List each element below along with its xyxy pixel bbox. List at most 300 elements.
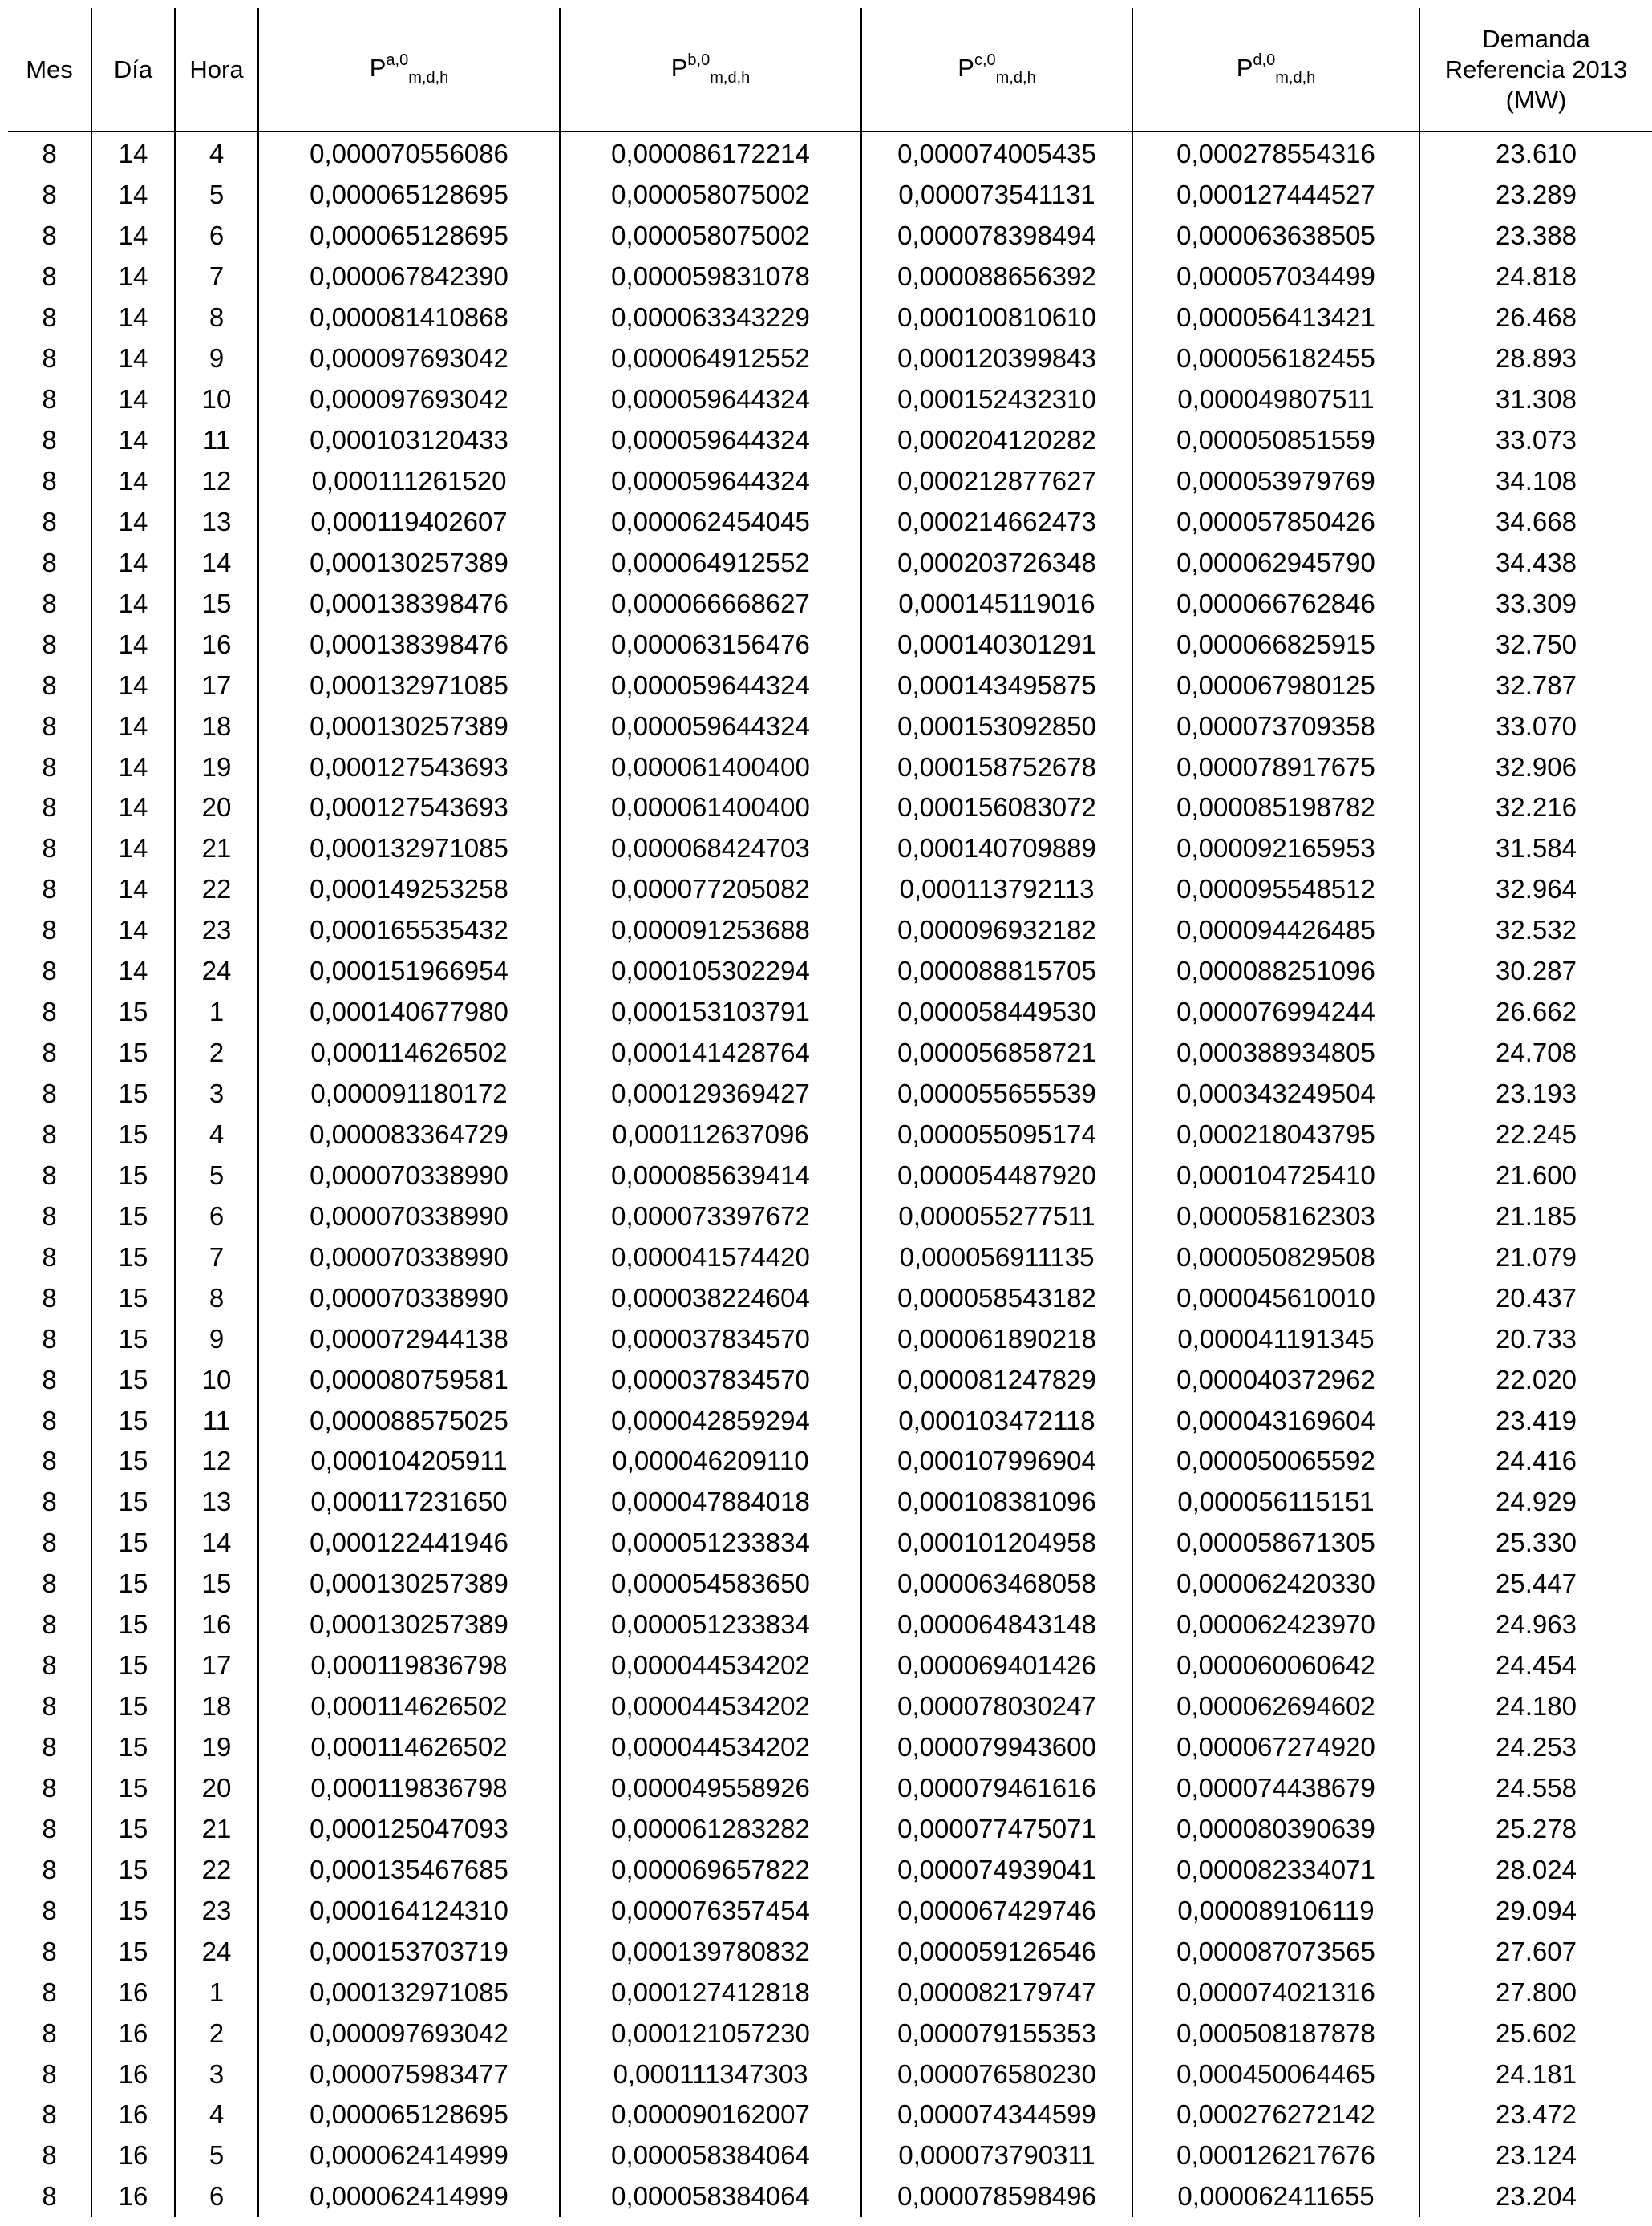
cell-demanda: 26.468 [1419,297,1652,338]
cell-mes: 8 [42,139,57,169]
cell-hora: 18 [175,706,258,747]
cell-mes: 8 [42,1119,57,1149]
table-row [8,461,1652,502]
header-row [8,8,1652,132]
cell-demanda: 25.602 [1419,2013,1652,2054]
table-row [8,1359,1652,1400]
cell-pc: 0,000078030247 [861,1686,1132,1727]
cell-pa: 0,000135467685 [258,1849,560,1890]
cell-pb: 0,000037834570 [560,1318,861,1359]
pa-superscript: a,0 [386,51,409,69]
cell-pd: 0,000089106119 [1132,1890,1419,1931]
cell-demanda: 34.108 [1419,461,1652,502]
header-pa [258,8,560,132]
cell-pc: 0,000140301291 [861,624,1132,665]
cell-mes: 8 [42,506,57,536]
cell-pb: 0,000061400400 [560,787,861,828]
cell-demanda: 24.416 [1419,1441,1652,1482]
cell-pb: 0,000085639414 [560,1155,861,1196]
cell-mes: 8 [42,874,57,905]
cell-mes: 8 [42,710,57,741]
cell-hora: 3 [175,1074,258,1115]
table-row [8,1155,1652,1196]
table-row [8,1523,1652,1564]
pc-base: P [958,53,974,82]
cell-mes: 8 [42,629,57,659]
cell-hora: 6 [175,1196,258,1236]
cell-pd: 0,000450064465 [1132,2054,1419,2094]
cell-pd: 0,000388934805 [1132,1033,1419,1074]
pd-base: P [1236,53,1253,82]
table-row [8,379,1652,420]
cell-dia: 14 [91,624,175,665]
cell-pa: 0,000114626502 [258,1686,560,1727]
table-row [8,1033,1652,1074]
cell-pa: 0,000138398476 [258,624,560,665]
cell-pa: 0,000138398476 [258,583,560,624]
cell-dia: 14 [91,665,175,706]
cell-pb: 0,000064912552 [560,338,861,379]
cell-hora: 6 [175,216,258,257]
cell-dia: 15 [91,1645,175,1686]
cell-hora: 22 [175,1849,258,1890]
cell-mes: 8 [42,2018,57,2048]
cell-pc: 0,000055277511 [861,1196,1132,1236]
cell-dia: 14 [91,706,175,747]
cell-demanda: 25.278 [1419,1808,1652,1849]
cell-mes: 8 [42,2099,57,2130]
cell-pd: 0,000343249504 [1132,1074,1419,1115]
cell-pa: 0,000097693042 [258,379,560,420]
cell-dia: 15 [91,1196,175,1236]
cell-demanda: 33.073 [1419,420,1652,461]
demanda-line-3: (MW) [1505,85,1567,114]
cell-dia: 16 [91,1972,175,2013]
table-row [8,1931,1652,1972]
cell-demanda: 20.437 [1419,1277,1652,1318]
cell-pb: 0,000066668627 [560,583,861,624]
cell-pd: 0,000041191345 [1132,1318,1419,1359]
cell-demanda: 30.287 [1419,951,1652,992]
cell-mes: 8 [42,588,57,618]
cell-demanda: 23.388 [1419,216,1652,257]
cell-pa: 0,000119836798 [258,1645,560,1686]
table-row [8,910,1652,951]
cell-demanda: 22.020 [1419,1359,1652,1400]
cell-mes: 8 [42,1813,57,1844]
cell-dia: 14 [91,787,175,828]
cell-pc: 0,000082179747 [861,1972,1132,2013]
cell-dia: 14 [91,869,175,910]
table-row [8,1196,1652,1236]
cell-pa: 0,000132971085 [258,665,560,706]
cell-mes: 8 [42,1160,57,1190]
cell-pa: 0,000130257389 [258,1564,560,1605]
cell-pc: 0,000069401426 [861,1645,1132,1686]
cell-pb: 0,000061400400 [560,747,861,787]
cell-hora: 10 [175,379,258,420]
cell-pc: 0,000056858721 [861,1033,1132,1074]
cell-pa: 0,000103120433 [258,420,560,461]
table-row [8,2176,1652,2217]
cell-pa: 0,000080759581 [258,1359,560,1400]
cell-pa: 0,000091180172 [258,1074,560,1115]
cell-mes: 8 [42,261,57,292]
cell-mes: 8 [42,425,57,455]
cell-pc: 0,000079461616 [861,1768,1132,1809]
table-row [8,338,1652,379]
cell-mes: 8 [42,1691,57,1722]
cell-dia: 15 [91,1768,175,1809]
cell-pa: 0,000070338990 [258,1155,560,1196]
cell-pc: 0,000203726348 [861,542,1132,583]
cell-pd: 0,000066762846 [1132,583,1419,624]
cell-dia: 14 [91,379,175,420]
cell-pd: 0,000067274920 [1132,1727,1419,1768]
cell-mes: 8 [42,221,57,251]
cell-pc: 0,000056911135 [861,1236,1132,1277]
cell-pd: 0,000094426485 [1132,910,1419,951]
cell-pb: 0,000038224604 [560,1277,861,1318]
cell-mes: 8 [42,1568,57,1599]
cell-pb: 0,000139780832 [560,1931,861,1972]
cell-hora: 13 [175,1482,258,1523]
cell-pb: 0,000129369427 [560,1074,861,1115]
cell-demanda: 31.584 [1419,828,1652,869]
cell-pc: 0,000096932182 [861,910,1132,951]
cell-pd: 0,000050065592 [1132,1441,1419,1482]
cell-pd: 0,000276272142 [1132,2094,1419,2135]
cell-pc: 0,000153092850 [861,706,1132,747]
cell-demanda: 23.124 [1419,2135,1652,2176]
header-hora: Hora [175,8,258,132]
cell-pb: 0,000042859294 [560,1400,861,1441]
cell-hora: 8 [175,1277,258,1318]
cell-hora: 17 [175,1645,258,1686]
cell-hora: 11 [175,1400,258,1441]
table-row [8,1686,1652,1727]
cell-mes: 8 [42,2058,57,2089]
hourly-coefficients-table [8,8,1652,2217]
cell-pd: 0,000062423970 [1132,1605,1419,1645]
cell-mes: 8 [42,1038,57,1068]
cell-pa: 0,000117231650 [258,1482,560,1523]
cell-pc: 0,000064843148 [861,1605,1132,1645]
cell-mes: 8 [42,670,57,700]
cell-mes: 8 [42,343,57,374]
cell-pa: 0,000164124310 [258,1890,560,1931]
cell-pd: 0,000060060642 [1132,1645,1419,1686]
cell-pa: 0,000065128695 [258,216,560,257]
cell-pc: 0,000158752678 [861,747,1132,787]
cell-demanda: 25.330 [1419,1523,1652,1564]
cell-pa: 0,000125047093 [258,1808,560,1849]
cell-pb: 0,000037834570 [560,1359,861,1400]
cell-demanda: 24.963 [1419,1605,1652,1645]
cell-pc: 0,000204120282 [861,420,1132,461]
cell-pb: 0,000047884018 [560,1482,861,1523]
cell-pa: 0,000132971085 [258,828,560,869]
cell-mes: 8 [42,1977,57,2007]
cell-pd: 0,000056115151 [1132,1482,1419,1523]
cell-pa: 0,000119402607 [258,501,560,542]
table-row [8,869,1652,910]
header-mes: Mes [8,8,91,132]
cell-mes: 8 [42,1487,57,1517]
table-row [8,583,1652,624]
cell-demanda: 24.454 [1419,1645,1652,1686]
cell-dia: 16 [91,2054,175,2094]
cell-pb: 0,000121057230 [560,2013,861,2054]
cell-hora: 21 [175,828,258,869]
cell-mes: 8 [42,384,57,415]
cell-dia: 16 [91,2094,175,2135]
table-row [8,1808,1652,1849]
cell-pc: 0,000074939041 [861,1849,1132,1890]
demanda-line-2: Referencia 2013 [1444,55,1628,83]
cell-hora: 13 [175,501,258,542]
cell-pa: 0,000070556086 [258,132,560,175]
cell-pa: 0,000132971085 [258,1972,560,2013]
cell-pb: 0,000059644324 [560,665,861,706]
cell-pd: 0,000087073565 [1132,1931,1419,1972]
table-row [8,1890,1652,1931]
cell-demanda: 24.558 [1419,1768,1652,1809]
cell-dia: 15 [91,1318,175,1359]
cell-mes: 8 [42,833,57,864]
cell-pc: 0,000067429746 [861,1890,1132,1931]
cell-pa: 0,000067842390 [258,257,560,297]
cell-pd: 0,000067980125 [1132,665,1419,706]
cell-pa: 0,000065128695 [258,175,560,216]
cell-mes: 8 [42,1650,57,1681]
cell-demanda: 23.193 [1419,1074,1652,1115]
cell-pc: 0,000055095174 [861,1115,1132,1155]
cell-pc: 0,000063468058 [861,1564,1132,1605]
table-row [8,1400,1652,1441]
cell-dia: 15 [91,1359,175,1400]
cell-demanda: 24.253 [1419,1727,1652,1768]
cell-pd: 0,000082334071 [1132,1849,1419,1890]
cell-pc: 0,000073790311 [861,2135,1132,2176]
cell-pd: 0,000050829508 [1132,1236,1419,1277]
cell-hora: 9 [175,1318,258,1359]
cell-pa: 0,000149253258 [258,869,560,910]
pc-superscript: c,0 [974,51,996,69]
cell-hora: 18 [175,1686,258,1727]
cell-demanda: 24.181 [1419,2054,1652,2094]
cell-pd: 0,000056413421 [1132,297,1419,338]
table-row [8,1277,1652,1318]
cell-dia: 14 [91,461,175,502]
cell-pa: 0,000130257389 [258,706,560,747]
cell-pb: 0,000061283282 [560,1808,861,1849]
cell-demanda: 23.289 [1419,175,1652,216]
cell-hora: 9 [175,338,258,379]
cell-pb: 0,000141428764 [560,1033,861,1074]
cell-mes: 8 [42,751,57,782]
cell-pc: 0,000078598496 [861,2176,1132,2217]
cell-pa: 0,000062414999 [258,2176,560,2217]
header-demanda [1419,8,1652,132]
cell-hora: 17 [175,665,258,706]
cell-dia: 15 [91,1482,175,1523]
cell-pd: 0,000073709358 [1132,706,1419,747]
cell-hora: 19 [175,1727,258,1768]
cell-pb: 0,000051233834 [560,1523,861,1564]
cell-hora: 2 [175,1033,258,1074]
cell-pc: 0,000054487920 [861,1155,1132,1196]
cell-demanda: 32.750 [1419,624,1652,665]
cell-pd: 0,000076994244 [1132,992,1419,1033]
cell-hora: 1 [175,992,258,1033]
pd-subscript: m,d,h [1275,68,1316,87]
cell-pa: 0,000140677980 [258,992,560,1033]
cell-mes: 8 [42,1364,57,1394]
cell-pd: 0,000062694602 [1132,1686,1419,1727]
cell-dia: 15 [91,1686,175,1727]
cell-mes: 8 [42,1528,57,1558]
table-row [8,1645,1652,1686]
cell-pb: 0,000091253688 [560,910,861,951]
pd-superscript: d,0 [1253,51,1276,69]
table-row [8,297,1652,338]
cell-mes: 8 [42,1241,57,1272]
cell-demanda: 32.787 [1419,665,1652,706]
cell-hora: 12 [175,1441,258,1482]
cell-hora: 23 [175,910,258,951]
cell-pc: 0,000076580230 [861,2054,1132,2094]
cell-hora: 15 [175,583,258,624]
cell-dia: 14 [91,338,175,379]
cell-pb: 0,000076357454 [560,1890,861,1931]
cell-pb: 0,000041574420 [560,1236,861,1277]
cell-pd: 0,000066825915 [1132,624,1419,665]
cell-dia: 14 [91,910,175,951]
cell-hora: 5 [175,2135,258,2176]
cell-pd: 0,000088251096 [1132,951,1419,992]
cell-pc: 0,000055655539 [861,1074,1132,1115]
cell-pb: 0,000064912552 [560,542,861,583]
cell-dia: 14 [91,132,175,175]
cell-pb: 0,000127412818 [560,1972,861,2013]
cell-pb: 0,000044534202 [560,1645,861,1686]
table-row [8,1768,1652,1809]
cell-demanda: 24.708 [1419,1033,1652,1074]
table-row [8,257,1652,297]
cell-demanda: 23.472 [1419,2094,1652,2135]
cell-mes: 8 [42,547,57,577]
cell-pa: 0,000127543693 [258,747,560,787]
cell-hora: 23 [175,1890,258,1931]
cell-dia: 15 [91,1441,175,1482]
cell-pd: 0,000080390639 [1132,1808,1419,1849]
cell-dia: 15 [91,1033,175,1074]
cell-dia: 15 [91,1605,175,1645]
table-row [8,951,1652,992]
cell-dia: 14 [91,257,175,297]
cell-pa: 0,000081410868 [258,297,560,338]
cell-dia: 14 [91,297,175,338]
cell-pa: 0,000097693042 [258,2013,560,2054]
cell-hora: 5 [175,1155,258,1196]
cell-pb: 0,000077205082 [560,869,861,910]
cell-pc: 0,000078398494 [861,216,1132,257]
cell-pb: 0,000051233834 [560,1605,861,1645]
cell-hora: 22 [175,869,258,910]
table-row [8,787,1652,828]
cell-pa: 0,000130257389 [258,1605,560,1645]
cell-demanda: 27.800 [1419,1972,1652,2013]
cell-mes: 8 [42,1936,57,1966]
cell-pd: 0,000040372962 [1132,1359,1419,1400]
cell-hora: 12 [175,461,258,502]
header-pb [560,8,861,132]
cell-pb: 0,000059644324 [560,420,861,461]
cell-dia: 14 [91,175,175,216]
table-row [8,828,1652,869]
table-row [8,132,1652,175]
cell-pd: 0,000127444527 [1132,175,1419,216]
cell-dia: 15 [91,1849,175,1890]
cell-hora: 6 [175,2176,258,2217]
table-row [8,1972,1652,2013]
cell-demanda: 33.309 [1419,583,1652,624]
cell-mes: 8 [42,1405,57,1435]
table-row [8,542,1652,583]
header-pc [861,8,1132,132]
cell-mes: 8 [42,2140,57,2171]
cell-hora: 16 [175,624,258,665]
pc-subscript: m,d,h [995,68,1036,87]
cell-mes: 8 [42,1079,57,1109]
table-row [8,1115,1652,1155]
cell-mes: 8 [42,1282,57,1313]
cell-hora: 4 [175,1115,258,1155]
cell-pc: 0,000140709889 [861,828,1132,869]
pb-subscript: m,d,h [710,68,751,87]
table-row [8,1318,1652,1359]
cell-hora: 20 [175,1768,258,1809]
cell-dia: 15 [91,1277,175,1318]
cell-dia: 15 [91,992,175,1033]
cell-pb: 0,000063156476 [560,624,861,665]
cell-pd: 0,000045610010 [1132,1277,1419,1318]
cell-pb: 0,000058384064 [560,2176,861,2217]
cell-pa: 0,000130257389 [258,542,560,583]
table-row [8,747,1652,787]
cell-mes: 8 [42,302,57,333]
cell-pb: 0,000058384064 [560,2135,861,2176]
cell-mes: 8 [42,1609,57,1640]
cell-pb: 0,000111347303 [560,2054,861,2094]
cell-demanda: 21.079 [1419,1236,1652,1277]
cell-dia: 16 [91,2135,175,2176]
cell-pc: 0,000152432310 [861,379,1132,420]
cell-demanda: 24.818 [1419,257,1652,297]
cell-pc: 0,000113792113 [861,869,1132,910]
cell-dia: 14 [91,747,175,787]
table-row [8,1441,1652,1482]
table-row [8,1849,1652,1890]
cell-pc: 0,000073541131 [861,175,1132,216]
cell-pc: 0,000074005435 [861,132,1132,175]
cell-pb: 0,000046209110 [560,1441,861,1482]
cell-pa: 0,000083364729 [258,1115,560,1155]
cell-pa: 0,000088575025 [258,1400,560,1441]
cell-dia: 14 [91,542,175,583]
cell-pd: 0,000063638505 [1132,216,1419,257]
